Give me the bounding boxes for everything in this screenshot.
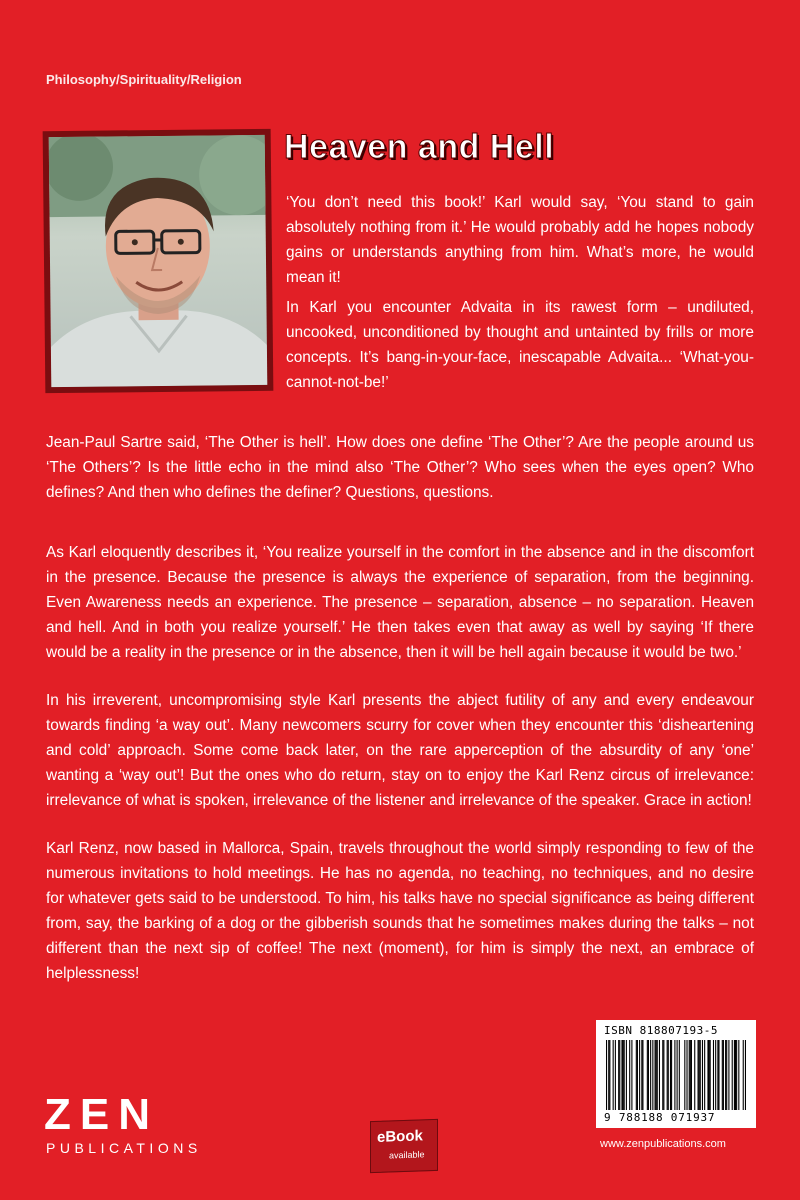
barcode-bar — [624, 1040, 625, 1110]
barcode-panel — [596, 1020, 756, 1128]
barcode-bar — [621, 1040, 622, 1110]
barcode-bar — [699, 1040, 700, 1110]
author-portrait-icon — [49, 135, 268, 387]
barcode-bar — [671, 1040, 672, 1110]
blurb-paragraph-6: Karl Renz, now based in Mallorca, Spain, travels throughout the world simply responding to few of the numerous invitations to hold meetings. He has no agenda, no teaching, no techniques, and no desire for whatever gets said to be understood. To him, his talks have no special significance as being different from, say, the barking of a dog or the gibberish sounds that he sometimes makes during the talks – not different than the next sip of coffee! The next (moment), for him is simply the next, an embrace of helplessness! — [46, 840, 754, 982]
barcode-bar — [618, 1040, 619, 1110]
barcode-bar — [659, 1040, 660, 1110]
barcode-bar — [713, 1040, 714, 1110]
barcode-bar — [626, 1040, 627, 1110]
ebook-badge-subtitle: available — [389, 1149, 425, 1161]
barcode-bar — [718, 1040, 719, 1110]
barcode-bar — [656, 1040, 657, 1110]
publisher-subtitle: PUBLICATIONS — [46, 1140, 202, 1156]
publisher-name: ZEN — [44, 1090, 159, 1139]
barcode-bar — [728, 1040, 729, 1110]
category-label: Philosophy/Spirituality/Religion — [46, 72, 242, 87]
barcode-bar — [657, 1040, 658, 1110]
barcode-bar — [615, 1040, 616, 1110]
barcode-bar — [707, 1040, 708, 1110]
barcode-bar — [631, 1040, 632, 1110]
barcode-bar — [698, 1040, 699, 1110]
barcode-bar — [619, 1040, 620, 1110]
barcode-bar — [734, 1040, 735, 1110]
barcode-bar — [743, 1040, 744, 1110]
barcode-bar — [639, 1040, 640, 1110]
barcode-bar — [667, 1040, 668, 1110]
author-photo-frame — [43, 129, 274, 393]
barcode-bar — [668, 1040, 669, 1110]
blurb-paragraph-4: As Karl eloquently describes it, ‘You realize yourself in the comfort in the absence and in the discomfort in the presence. Because the presence is always the experience of separation, from the beginning. Even Awareness needs an experience. The presence – separation, absence – no separation. Heaven and hell. And in both you realize yourself.’ He then takes even that away as well by saying ‘If there would be a reality in the presence or in the absence, then it will be hell again because it would be two.’ — [46, 544, 754, 661]
barcode-bar — [690, 1040, 691, 1110]
barcode-bar — [647, 1040, 648, 1110]
barcode-bar — [694, 1040, 695, 1110]
blurb-paragraph-3: Jean-Paul Sartre said, ‘The Other is hell’. How does one define ‘The Other’? Are the people around us ‘The Others’? Is the little echo in the mind also ‘The Other’? Who sees when the eyes open? Who defines? And then who defines the definer? Questions, questions. — [46, 434, 754, 501]
barcode-bar — [613, 1040, 614, 1110]
barcode-bar — [710, 1040, 711, 1110]
barcode-bar — [700, 1040, 701, 1110]
book-title: Heaven and Hell — [284, 128, 555, 166]
barcode-bar — [723, 1040, 724, 1110]
barcode-bar — [717, 1040, 718, 1110]
barcode-number: 9 788188 071937 — [604, 1111, 716, 1124]
barcode-bar — [670, 1040, 671, 1110]
barcode-bar — [745, 1040, 746, 1110]
barcode-bar — [691, 1040, 692, 1110]
author-photo — [49, 135, 268, 387]
barcode-bar — [663, 1040, 664, 1110]
barcode-bar — [609, 1040, 610, 1110]
barcode-bar — [722, 1040, 723, 1110]
barcode-bar — [709, 1040, 710, 1110]
barcode-bar — [704, 1040, 705, 1110]
barcode-bar — [686, 1040, 687, 1110]
barcode-bar — [684, 1040, 685, 1110]
barcode-bar — [726, 1040, 727, 1110]
barcode-bar — [642, 1040, 643, 1110]
barcode-bar — [636, 1040, 637, 1110]
barcode-bar — [674, 1040, 675, 1110]
ebook-badge — [370, 1119, 438, 1173]
barcode-bar — [735, 1040, 736, 1110]
barcode-bar — [623, 1040, 624, 1110]
barcode-bar — [637, 1040, 638, 1110]
publisher-website: www.zenpublications.com — [600, 1138, 726, 1150]
barcode-bar — [629, 1040, 630, 1110]
blurb-paragraph-2: In Karl you encounter Advaita in its rawest form – undiluted, uncooked, unconditioned by thought and untainted by frills or more concepts. It’s bang-in-your-face, inescapable Advaita... ‘What-you-cannot-not-be!’ — [286, 299, 754, 391]
barcode-bar — [641, 1040, 642, 1110]
barcode-bar — [652, 1040, 653, 1110]
blurb-paragraph-5: In his irreverent, uncompromising style Karl presents the abject futility of any and every endeavour towards finding ‘a way out’. Many newcomers scurry for cover when they encounter this ‘disheartening and cold’ approach. Some come back later, on the rare apperception of the absurdity of any ‘one’ wanting a ‘way out’! But the ones who do return, stay on to enjoy the Karl Renz circus of irrelevance: irrelevance of what is spoken, irrelevance of the listener and irrelevance of the speaker. Grace in action! — [46, 692, 754, 809]
barcode-bar — [736, 1040, 737, 1110]
barcode-bar — [738, 1040, 739, 1110]
barcode-bar — [725, 1040, 726, 1110]
blurb-paragraph-1: ‘You don’t need this book!’ Karl would say, ‘You stand to gain absolutely nothing from it.’ He would probably add he hopes nobody gains or understands anything from him. What’s more, he would mean it! — [286, 194, 754, 286]
publisher-logo — [44, 1090, 244, 1160]
barcode-bar — [677, 1040, 678, 1110]
barcode-bar — [732, 1040, 733, 1110]
isbn-label: ISBN 818807193-5 — [604, 1024, 718, 1037]
barcode-bar — [702, 1040, 703, 1110]
ebook-badge-title: eBook — [377, 1127, 423, 1146]
barcode-bar — [648, 1040, 649, 1110]
barcode-bar — [715, 1040, 716, 1110]
barcode-bar — [679, 1040, 680, 1110]
barcode-bar — [655, 1040, 656, 1110]
barcode-bar — [662, 1040, 663, 1110]
barcode-bar — [689, 1040, 690, 1110]
barcode-bar — [650, 1040, 651, 1110]
barcode-bar — [608, 1040, 609, 1110]
barcode-bar — [606, 1040, 607, 1110]
